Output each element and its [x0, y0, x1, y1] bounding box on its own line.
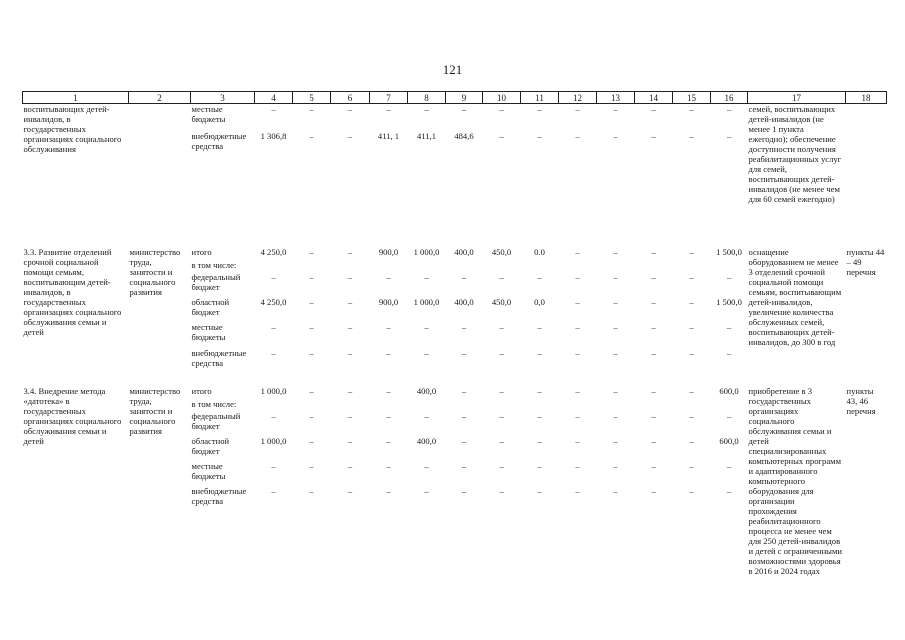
- amount-cell: –: [271, 321, 276, 332]
- amount-cell: –: [347, 435, 353, 446]
- column-header-5: 5: [293, 92, 331, 104]
- amount-cell: [370, 399, 408, 411]
- funding-source: местные бюджеты: [191, 460, 226, 481]
- column-header-15: 15: [673, 92, 711, 104]
- amount-cell: [255, 260, 293, 272]
- amount-cell: 450,0: [491, 246, 512, 257]
- amount-cell: –: [347, 321, 353, 332]
- amount-cell: –: [271, 104, 276, 114]
- column-header-16: 16: [711, 92, 748, 104]
- amount-cell: –: [613, 385, 618, 396]
- amount-cell: [483, 399, 521, 411]
- amount-cell: –: [347, 130, 353, 141]
- amount-cell: –: [347, 104, 353, 114]
- amount-cell: –: [575, 485, 580, 496]
- amount-cell: –: [726, 321, 732, 332]
- amount-cell: –: [499, 435, 504, 446]
- amount-cell: –: [309, 130, 314, 141]
- amount-cell: –: [386, 435, 391, 446]
- amount-cell: –: [651, 130, 656, 141]
- amount-cell: –: [613, 485, 618, 496]
- amount-cell: –: [689, 130, 694, 141]
- amount-cell: –: [651, 435, 656, 446]
- amount-cell: –: [726, 347, 732, 358]
- amount-cell: –: [309, 385, 314, 396]
- amount-cell: 4 250,0: [260, 246, 287, 257]
- amount-cell: –: [309, 271, 314, 282]
- amount-cell: –: [689, 385, 694, 396]
- amount-cell: 600,0: [719, 435, 739, 446]
- expected-result: приобретение в 3 государственных организациях социального обслуживания семьи и детей специализированных компьютерных программ и адаптированного компьютерного оборудования для организации прохождения реабилитационного процесса не менее чем для 250 детей-инвалидов и детей с ограниченными возможностями здоровья в 2016 и 2024 годах: [748, 385, 842, 576]
- amount-cell: –: [347, 246, 353, 257]
- amount-cell: –: [651, 271, 656, 282]
- amount-cell: –: [651, 460, 656, 471]
- amount-cell: –: [461, 385, 467, 396]
- column-header-11: 11: [521, 92, 559, 104]
- amount-cell: –: [575, 410, 580, 421]
- amount-cell: –: [726, 410, 732, 421]
- amount-cell: –: [726, 460, 732, 471]
- table-body: [23, 104, 887, 584]
- amount-cell: 400,0: [454, 246, 474, 257]
- amount-cell: –: [651, 321, 656, 332]
- spacer-cell: [23, 239, 887, 247]
- column-number-row: [23, 92, 887, 104]
- funding-source: федеральный бюджет: [191, 410, 241, 431]
- amount-cell: –: [613, 104, 618, 114]
- amount-cell: –: [651, 485, 656, 496]
- funding-source: областной бюджет: [191, 435, 230, 456]
- amount-cell: –: [575, 296, 580, 307]
- amount-cell: –: [461, 271, 467, 282]
- amount-cell: –: [386, 485, 391, 496]
- amount-cell: –: [613, 435, 618, 446]
- amount-cell: 411, 1: [377, 130, 400, 141]
- amount-cell: –: [347, 296, 353, 307]
- measure-name: 3.3. Развитие отделений срочной социальной помощи семьям, воспитывающим детей-инвалидов, в государственных организациях социального обслуживания семьи и детей: [23, 246, 122, 337]
- amount-cell: –: [309, 435, 314, 446]
- column-header-7: 7: [370, 92, 408, 104]
- amount-cell: [408, 399, 446, 411]
- spacer-cell: [23, 378, 887, 386]
- column-header-1: 1: [23, 92, 129, 104]
- amount-cell: –: [499, 271, 504, 282]
- amount-cell: –: [499, 321, 504, 332]
- amount-cell: –: [461, 104, 467, 114]
- amount-cell: –: [537, 130, 542, 141]
- amount-cell: –: [461, 460, 467, 471]
- column-header-18: 18: [846, 92, 887, 104]
- amount-cell: –: [575, 104, 580, 114]
- amount-cell: 0,0: [534, 296, 545, 307]
- amount-cell: –: [651, 104, 656, 114]
- amount-cell: –: [271, 460, 276, 471]
- amount-cell: –: [424, 410, 429, 421]
- amount-cell: [559, 260, 597, 272]
- amount-cell: [521, 260, 559, 272]
- amount-cell: –: [461, 347, 467, 358]
- amount-cell: –: [726, 485, 732, 496]
- amount-cell: –: [575, 321, 580, 332]
- column-header-17: 17: [748, 92, 846, 104]
- amount-cell: –: [575, 130, 580, 141]
- amount-cell: –: [689, 271, 694, 282]
- column-header-12: 12: [559, 92, 597, 104]
- amount-cell: 900,0: [378, 246, 399, 257]
- amount-cell: –: [347, 385, 353, 396]
- amount-cell: –: [689, 321, 694, 332]
- amount-cell: –: [309, 485, 314, 496]
- amount-cell: [673, 399, 711, 411]
- funding-source: итого: [191, 385, 212, 396]
- amount-cell: [711, 399, 748, 411]
- amount-cell: –: [424, 271, 429, 282]
- amount-cell: –: [347, 410, 353, 421]
- column-header-13: 13: [597, 92, 635, 104]
- amount-cell: –: [499, 485, 504, 496]
- amount-cell: –: [386, 385, 391, 396]
- list-reference: пункты 43, 46 перечня: [846, 385, 876, 416]
- amount-cell: [446, 260, 483, 272]
- amount-cell: –: [424, 460, 429, 471]
- amount-cell: [293, 399, 331, 411]
- amount-cell: –: [575, 347, 580, 358]
- amount-cell: –: [726, 104, 732, 114]
- amount-cell: –: [613, 246, 618, 257]
- column-header-9: 9: [446, 92, 483, 104]
- amount-cell: 1 500,0: [716, 246, 742, 257]
- amount-cell: –: [386, 347, 391, 358]
- section-spacer: [23, 239, 887, 247]
- funding-source: местные бюджеты: [191, 321, 226, 342]
- funding-source: в том числе:: [191, 398, 237, 409]
- amount-cell: [597, 260, 635, 272]
- amount-cell: –: [271, 410, 276, 421]
- funding-source: внебюджетные средства: [191, 130, 247, 151]
- amount-cell: 484,6: [454, 130, 474, 141]
- executor: [129, 104, 191, 239]
- column-header-2: 2: [129, 92, 191, 104]
- amount-cell: –: [499, 104, 504, 114]
- amount-cell: –: [499, 347, 504, 358]
- amount-cell: –: [537, 385, 542, 396]
- executor: министерство труда, занятости и социального развития: [129, 246, 181, 297]
- amount-cell: 600,0: [719, 385, 739, 396]
- amount-cell: 450,0: [491, 296, 512, 307]
- amount-cell: –: [499, 460, 504, 471]
- amount-cell: –: [651, 296, 656, 307]
- amount-cell: 900,0: [378, 296, 399, 307]
- amount-cell: [446, 399, 483, 411]
- amount-cell: –: [537, 485, 542, 496]
- funding-source: федеральный бюджет: [191, 271, 241, 292]
- amount-cell: –: [689, 296, 694, 307]
- amount-cell: –: [461, 321, 467, 332]
- amount-cell: –: [726, 130, 732, 141]
- expected-result: оснащение оборудованием не менее 3 отделений срочной социальной помощи семьям, воспитывающим детей-инвалидов, увеличение количества обслуженных семей, воспитывающих детей-инвалидов, до 300 в год: [748, 246, 842, 347]
- amount-cell: –: [689, 246, 694, 257]
- amount-cell: –: [309, 296, 314, 307]
- funding-source: внебюджетные средства: [191, 347, 247, 368]
- amount-cell: –: [689, 410, 694, 421]
- amount-cell: [635, 399, 673, 411]
- section-spacer: [23, 378, 887, 386]
- funding-source: в том числе:: [191, 259, 237, 270]
- amount-cell: –: [309, 321, 314, 332]
- amount-cell: [255, 399, 293, 411]
- amount-cell: 1 000,0: [413, 296, 440, 307]
- amount-cell: –: [613, 296, 618, 307]
- amount-cell: 1 000,0: [260, 385, 287, 396]
- amount-cell: 1 000,0: [413, 246, 440, 257]
- amount-cell: –: [386, 104, 391, 114]
- amount-cell: –: [651, 347, 656, 358]
- amount-cell: –: [613, 321, 618, 332]
- column-header-6: 6: [331, 92, 370, 104]
- amount-cell: –: [386, 460, 391, 471]
- amount-cell: –: [309, 246, 314, 257]
- amount-cell: –: [689, 104, 694, 114]
- amount-cell: –: [689, 347, 694, 358]
- amount-cell: –: [613, 460, 618, 471]
- amount-cell: –: [575, 460, 580, 471]
- column-header-8: 8: [408, 92, 446, 104]
- column-header-14: 14: [635, 92, 673, 104]
- executor: министерство труда, занятости и социального развития: [129, 385, 181, 436]
- amount-cell: –: [386, 271, 391, 282]
- amount-cell: –: [537, 410, 542, 421]
- amount-cell: –: [689, 460, 694, 471]
- amount-cell: –: [613, 347, 618, 358]
- column-header-4: 4: [255, 92, 293, 104]
- amount-cell: 400,0: [454, 296, 474, 307]
- measure-name: 3.4. Внедрение метода «датотека» в государственных организациях социального обслуживания семьи и детей: [23, 385, 122, 446]
- amount-cell: [711, 260, 748, 272]
- amount-cell: –: [347, 347, 353, 358]
- amount-cell: [408, 260, 446, 272]
- table-row: [23, 247, 887, 260]
- amount-cell: –: [347, 460, 353, 471]
- amount-cell: –: [271, 485, 276, 496]
- amount-cell: –: [651, 385, 656, 396]
- amount-cell: [370, 260, 408, 272]
- amount-cell: –: [575, 385, 580, 396]
- amount-cell: –: [537, 347, 542, 358]
- amount-cell: –: [461, 485, 467, 496]
- amount-cell: –: [347, 485, 353, 496]
- column-header-3: 3: [191, 92, 255, 104]
- amount-cell: [331, 399, 370, 411]
- amount-cell: [559, 399, 597, 411]
- amount-cell: [673, 260, 711, 272]
- list-reference: пункты 44 – 49 перечня: [846, 246, 885, 277]
- amount-cell: –: [651, 246, 656, 257]
- amount-cell: –: [613, 130, 618, 141]
- amount-cell: –: [386, 321, 391, 332]
- program-table: [22, 91, 887, 584]
- amount-cell: [521, 399, 559, 411]
- amount-cell: [635, 260, 673, 272]
- amount-cell: –: [309, 347, 314, 358]
- amount-cell: [331, 260, 370, 272]
- amount-cell: –: [537, 321, 542, 332]
- amount-cell: –: [689, 435, 694, 446]
- measure-name: воспитывающих детей-инвалидов, в государственных организациях социального обслуживания: [23, 104, 122, 154]
- table-row: [23, 104, 887, 131]
- amount-cell: –: [575, 435, 580, 446]
- amount-cell: –: [461, 410, 467, 421]
- funding-source: внебюджетные средства: [191, 485, 247, 506]
- amount-cell: –: [537, 271, 542, 282]
- amount-cell: –: [309, 410, 314, 421]
- amount-cell: –: [726, 271, 732, 282]
- amount-cell: 4 250,0: [260, 296, 287, 307]
- amount-cell: –: [424, 347, 429, 358]
- amount-cell: –: [537, 460, 542, 471]
- amount-cell: –: [651, 410, 656, 421]
- amount-cell: –: [347, 271, 353, 282]
- amount-cell: –: [386, 410, 391, 421]
- amount-cell: 1 306,8: [260, 130, 287, 141]
- amount-cell: 400,0: [416, 385, 437, 396]
- amount-cell: 400,0: [416, 435, 437, 446]
- amount-cell: 411,1: [416, 130, 437, 141]
- column-header-10: 10: [483, 92, 521, 104]
- funding-source: областной бюджет: [191, 296, 230, 317]
- page-number: 121: [442, 62, 463, 77]
- amount-cell: –: [461, 435, 467, 446]
- amount-cell: [597, 399, 635, 411]
- amount-cell: –: [689, 485, 694, 496]
- amount-cell: –: [499, 410, 504, 421]
- amount-cell: [293, 260, 331, 272]
- amount-cell: –: [613, 410, 618, 421]
- amount-cell: –: [537, 435, 542, 446]
- amount-cell: –: [424, 485, 429, 496]
- amount-cell: –: [309, 104, 314, 114]
- amount-cell: –: [271, 347, 276, 358]
- amount-cell: [483, 260, 521, 272]
- table-row: [23, 386, 887, 399]
- amount-cell: –: [575, 271, 580, 282]
- funding-source: итого: [191, 246, 212, 257]
- amount-cell: –: [424, 321, 429, 332]
- amount-cell: –: [309, 460, 314, 471]
- amount-cell: –: [499, 385, 504, 396]
- amount-cell: –: [613, 271, 618, 282]
- amount-cell: –: [537, 104, 542, 114]
- amount-cell: –: [499, 130, 504, 141]
- amount-cell: 1 500,0: [716, 296, 742, 307]
- amount-cell: –: [424, 104, 429, 114]
- funding-source: местные бюджеты: [191, 104, 226, 124]
- amount-cell: –: [575, 246, 580, 257]
- amount-cell: 1 000,0: [260, 435, 287, 446]
- expected-result: семей, воспитывающих детей-инвалидов (не менее 1 пункта ежегодно); обеспечение доступности получения реабилитационных услуг для семей, воспитывающих детей-инвалидов (не менее чем для 60 семей ежегодно): [748, 104, 842, 204]
- list-reference: [846, 104, 887, 239]
- amount-cell: 0.0: [534, 246, 545, 257]
- amount-cell: –: [271, 271, 276, 282]
